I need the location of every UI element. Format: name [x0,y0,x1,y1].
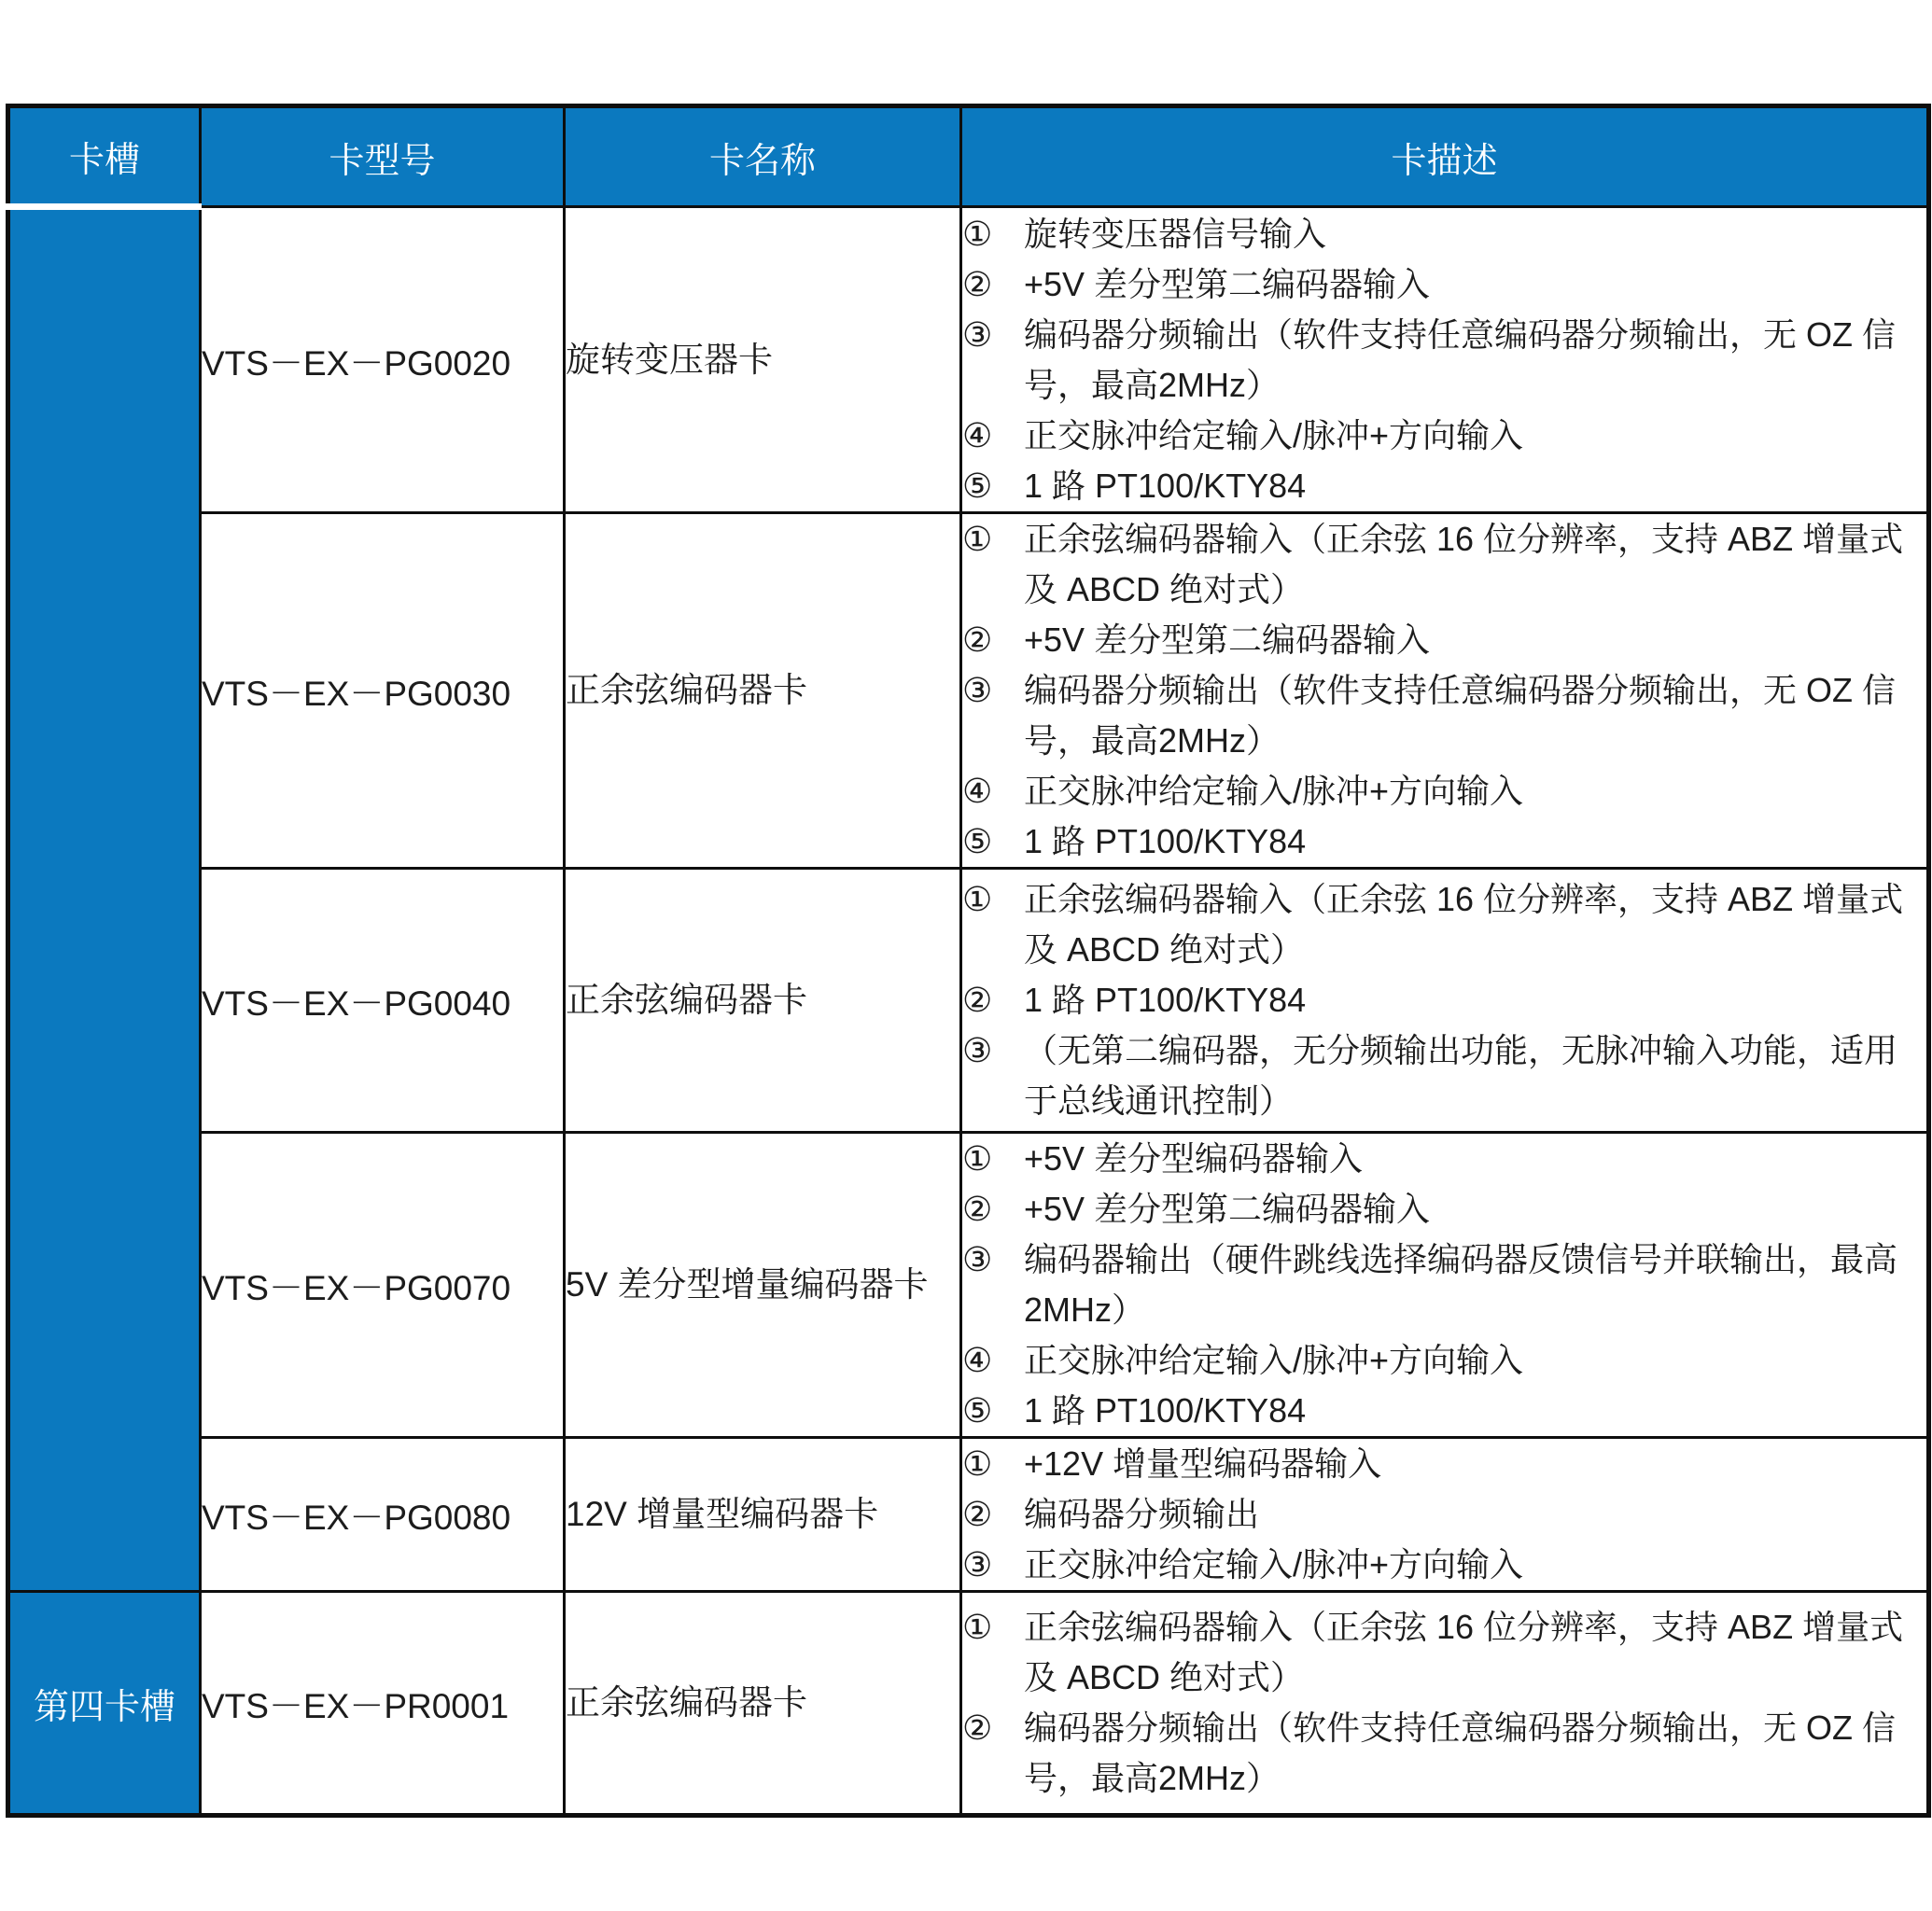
circled-number-marker: ① [962,880,993,918]
card-name: 5V 差分型增量编码器卡 [565,1133,961,1438]
header-row [8,106,1929,207]
description-item [962,1602,1926,1703]
card-description [961,1592,1929,1816]
description-item [962,1386,1926,1436]
circled-number-marker: ① [962,1444,993,1483]
circled-number-marker: ③ [962,1545,993,1583]
description-text: 1 路 PT100/KTY84 [1024,981,1307,1019]
description-text: 正余弦编码器输入（正余弦 16 位分辨率，支持 ABZ 增量式及 ABCD 绝对式） [1024,520,1904,608]
description-text: 正交脉冲给定输入/脉冲+方向输入 [1024,772,1524,810]
description-item [962,1540,1926,1590]
description-text: 1 路 PT100/KTY84 [1024,466,1307,505]
circled-number-marker: ② [962,1190,993,1228]
circled-number-marker: ① [962,1139,993,1178]
circled-number-marker: ③ [962,1031,993,1069]
table-row [8,1438,1929,1592]
description-item [962,514,1926,615]
description-item [962,975,1926,1025]
slot-cell: 第四卡槽 [8,1592,201,1816]
circled-number-marker: ⑤ [962,822,993,860]
description-text: 编码器分频输出（软件支持任意编码器分频输出，无 OZ 信号，最高2MHz） [1024,671,1896,760]
description-item [962,1184,1926,1234]
description-text: 正交脉冲给定输入/脉冲+方向输入 [1024,415,1524,454]
page [0,104,1932,1911]
circled-number-marker: ④ [962,1341,993,1379]
circled-number-marker: ⑤ [962,466,993,505]
circled-number-marker: ② [962,1709,993,1747]
card-model: VTS－EX－PG0020 [201,207,565,513]
card-spec-table [6,104,1931,1818]
description-item [962,1335,1926,1386]
circled-number-marker: ③ [962,671,993,709]
circled-number-marker: ② [962,1495,993,1533]
description-item [962,766,1926,816]
card-name: 正余弦编码器卡 [565,1592,961,1816]
circled-number-marker: ① [962,214,993,253]
circled-number-marker: ① [962,1608,993,1646]
header-cell-slot: 卡槽 [8,106,201,207]
card-model: VTS－EX－PR0001 [201,1592,565,1816]
description-text: +12V 增量型编码器输入 [1024,1444,1382,1483]
description-text: 编码器分频输出 [1024,1495,1260,1533]
circled-number-marker: ④ [962,772,993,810]
card-name: 正余弦编码器卡 [565,513,961,869]
card-name: 12V 增量型编码器卡 [565,1438,961,1592]
description-text: 正交脉冲给定输入/脉冲+方向输入 [1024,1545,1524,1583]
table-body [8,207,1929,1816]
header-cell-name: 卡名称 [565,106,961,207]
description-item [962,1134,1926,1184]
description-item [962,209,1926,259]
card-description [961,869,1929,1133]
header-cell-model: 卡型号 [201,106,565,207]
description-item [962,1025,1926,1126]
circled-number-marker: ③ [962,1240,993,1278]
table-row [8,1592,1929,1816]
description-item [962,411,1926,461]
description-item [962,1234,1926,1335]
description-text: +5V 差分型第二编码器输入 [1024,1190,1431,1228]
header-cell-desc: 卡描述 [961,106,1929,207]
description-text: 1 路 PT100/KTY84 [1024,822,1307,860]
description-item [962,1439,1926,1489]
slot-cell [8,207,201,1592]
description-item [962,1703,1926,1804]
description-text: 正余弦编码器输入（正余弦 16 位分辨率，支持 ABZ 增量式及 ABCD 绝对式） [1024,880,1904,969]
table-row [8,1133,1929,1438]
description-text: +5V 差分型编码器输入 [1024,1139,1364,1178]
description-item [962,816,1926,867]
card-model: VTS－EX－PG0030 [201,513,565,869]
description-item [962,259,1926,310]
card-name: 旋转变压器卡 [565,207,961,513]
card-description [961,1133,1929,1438]
card-name: 正余弦编码器卡 [565,869,961,1133]
circled-number-marker: ⑤ [962,1391,993,1430]
circled-number-marker: ④ [962,415,993,454]
description-text: 正交脉冲给定输入/脉冲+方向输入 [1024,1341,1524,1379]
description-item [962,310,1926,411]
card-description [961,207,1929,513]
description-item [962,615,1926,665]
card-model: VTS－EX－PG0080 [201,1438,565,1592]
description-text: 编码器分频输出（软件支持任意编码器分频输出，无 OZ 信号，最高2MHz） [1024,1709,1896,1797]
description-item [962,461,1926,511]
card-description [961,513,1929,869]
table-row [8,207,1929,513]
description-text: 1 路 PT100/KTY84 [1024,1391,1307,1430]
description-item [962,1489,1926,1540]
table-row [8,869,1929,1133]
card-model: VTS－EX－PG0070 [201,1133,565,1438]
table-header [8,106,1929,207]
description-item [962,665,1926,766]
description-text: +5V 差分型第二编码器输入 [1024,264,1431,303]
card-description [961,1438,1929,1592]
circled-number-marker: ① [962,520,993,558]
circled-number-marker: ③ [962,314,993,354]
description-text: 编码器输出（硬件跳线选择编码器反馈信号并联输出，最高2MHz） [1024,1240,1898,1329]
circled-number-marker: ② [962,264,993,303]
description-text: +5V 差分型第二编码器输入 [1024,621,1431,659]
table-row [8,513,1929,869]
circled-number-marker: ② [962,621,993,659]
description-text: 正余弦编码器输入（正余弦 16 位分辨率，支持 ABZ 增量式及 ABCD 绝对式） [1024,1608,1904,1696]
description-text: 编码器分频输出（软件支持任意编码器分频输出，无 OZ 信号，最高2MHz） [1024,314,1896,404]
description-text: （无第二编码器，无分频输出功能，无脉冲输入功能，适用于总线通讯控制） [1024,1031,1898,1120]
description-item [962,874,1926,975]
description-text: 旋转变压器信号输入 [1024,214,1327,253]
circled-number-marker: ② [962,981,993,1019]
card-model: VTS－EX－PG0040 [201,869,565,1133]
